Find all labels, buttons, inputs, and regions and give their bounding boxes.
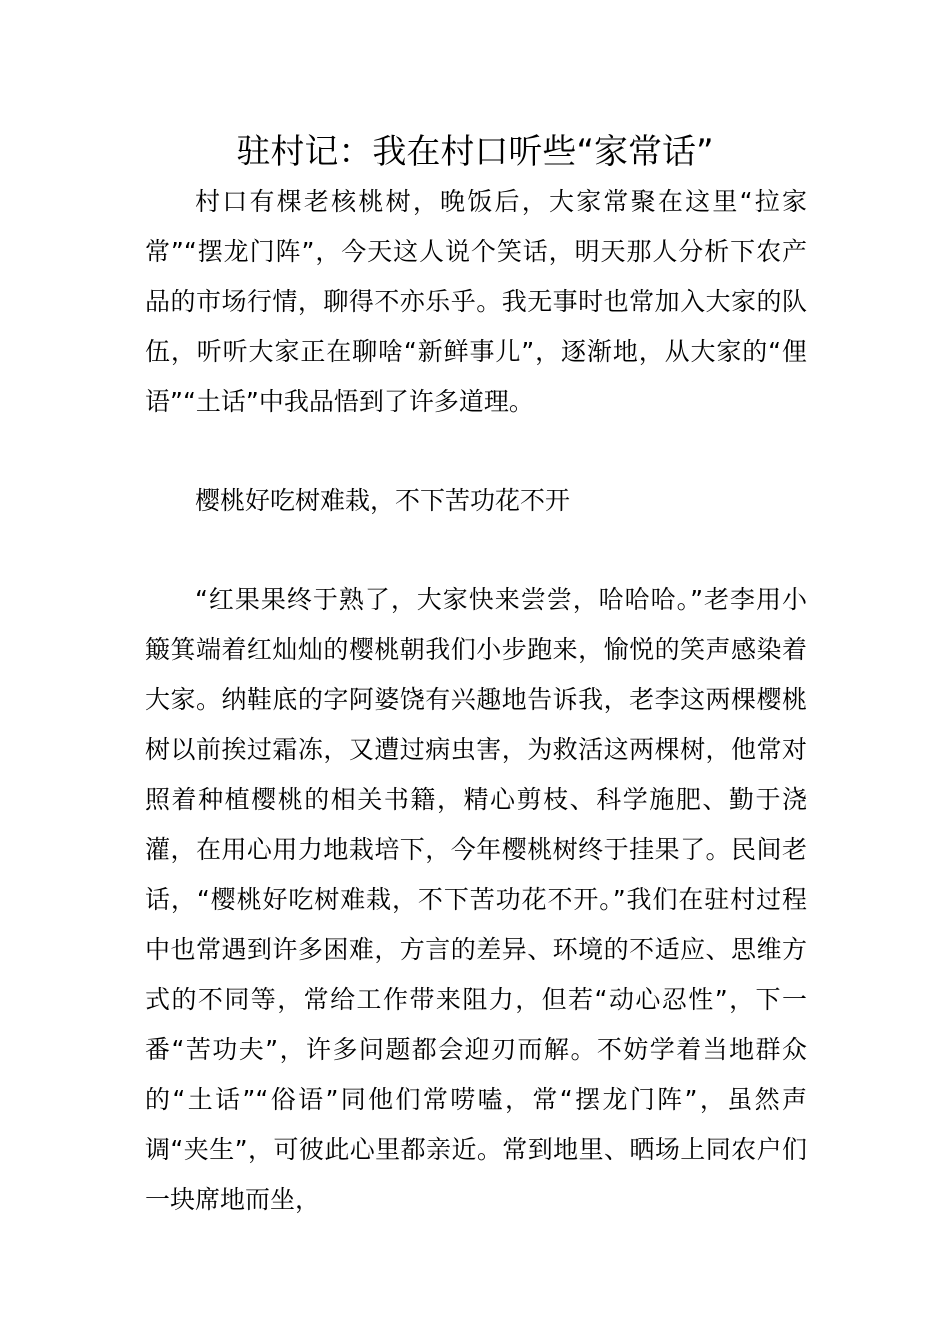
section-heading: 樱桃好吃树难栽，不下苦功花不开 — [195, 486, 571, 515]
section-body-paragraph: “红果果终于熟了，大家快来尝尝，哈哈哈。”老李用小簸箕端着红灿灿的樱桃朝我们小步跑来，愉悦的笑声感染着大家。纳鞋底的字阿婆饶有兴趣地告诉我，老李这两棵樱桃树以前挨过霜冻，又遭过病虫害，为救活这两棵树，他常对照着种植樱桃的相关书籍，精心剪枝、科学施肥、勤于浇灌，在用心用力地栽培下，今年樱桃树终于挂果了。民间老话，“樱桃好吃树难栽，不下苦功花不开。”我们在驻村过程中也常遇到许多困难，方言的差异、环境的不适应、思维方式的不同等，常给工作带来阻力，但若“动心忍性”，下一番“苦功夫”，许多问题都会迎刃而解。不妨学着当地群众的“土话”“俗语”同他们常唠嗑，常“摆龙门阵”，虽然声调“夹生”，可彼此心里都亲近。常到地里、晒场上同农户们一块席地而坐， — [145, 585, 807, 1214]
document-title: 驻村记：我在村口听些“家常话” — [236, 132, 714, 172]
intro-paragraph: 村口有棵老核桃树，晚饭后，大家常聚在这里“拉家常”“摆龙门阵”，今天这人说个笑话，明天那人分析下农产品的市场行情，聊得不亦乐乎。我无事时也常加入大家的队伍，听听大家正在聊啥“新鲜事儿”，逐渐地，从大家的“俚语”“土话”中我品悟到了许多道理。 — [145, 187, 807, 416]
